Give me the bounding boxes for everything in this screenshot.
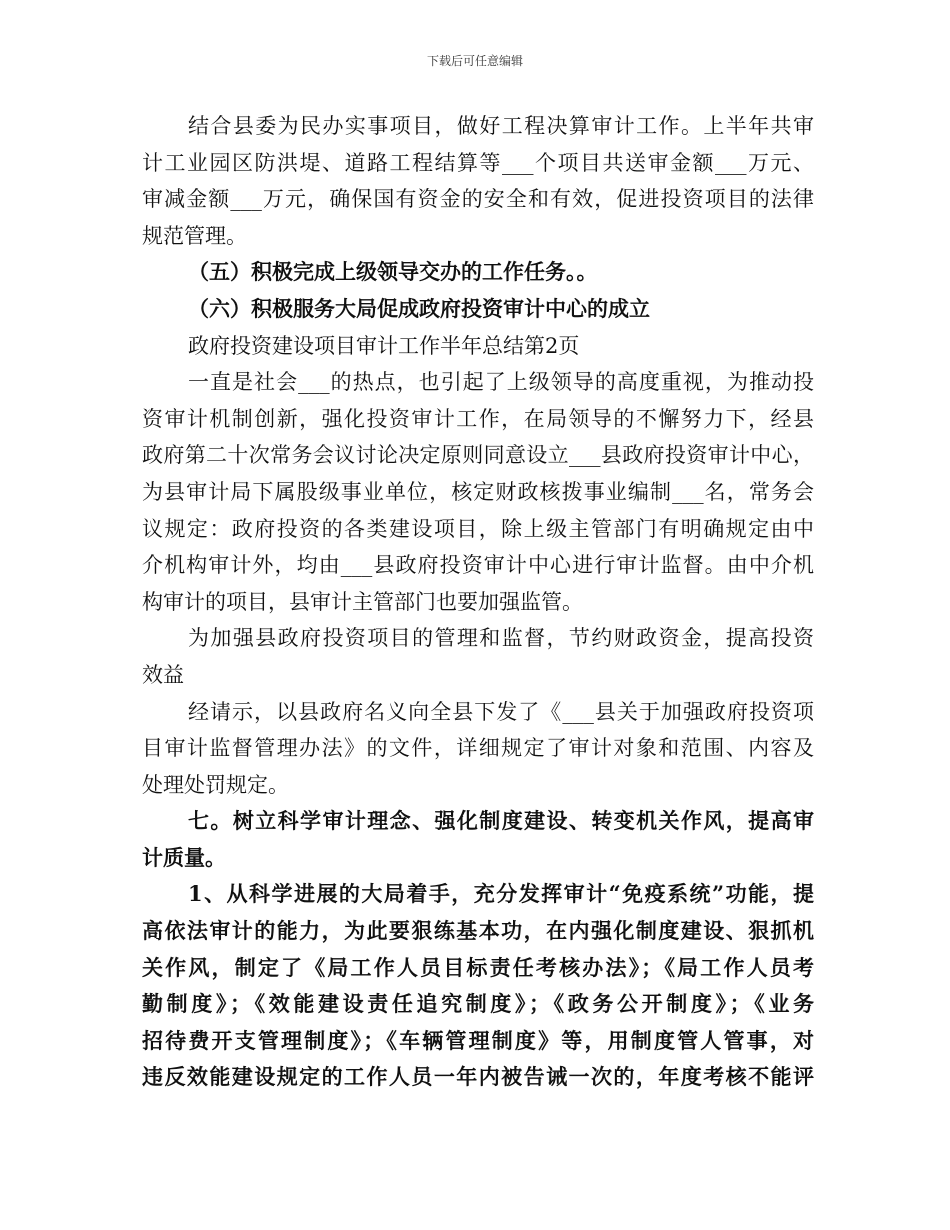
text-line: 七。树立科学审计理念、强化制度建设、转变机关作风，提高审 xyxy=(188,808,814,834)
text-line: 处理处罚规定。 xyxy=(142,772,289,797)
text-line: 关作风，制定了《局工作人员目标责任考核办法》；《局工作人员考 xyxy=(142,954,814,980)
text-line: 构审计的项目，县审计主管部门也要加强监管。 xyxy=(142,589,583,614)
text-line: 目审计监督管理办法》的文件，详细规定了审计对象和范围、内容及 xyxy=(142,736,814,761)
text-line: 为加强县政府投资项目的管理和监督，节约财政资金，提高投资 xyxy=(188,626,814,651)
document-body xyxy=(142,108,814,1096)
text-line: 效益 xyxy=(142,662,184,687)
text-line: 违反效能建设规定的工作人员一年内被告诫一次的，年度考核不能评 xyxy=(142,1064,814,1090)
text-line: 规范管理。 xyxy=(142,223,247,248)
text-line: 1、从科学进展的大局着手，充分发挥审计“免疫系统”功能，提 xyxy=(188,881,814,907)
text-line: 结合县委为民办实事项目，做好工程决算审计工作。上半年共审 xyxy=(188,114,814,138)
text-line: 勤制度》；《效能建设责任追究制度》；《政务公开制度》；《业务 xyxy=(142,991,814,1017)
text-line: 政府第二十次常务会议讨论决定原则同意设立___县政府投资审计中心， xyxy=(142,443,814,468)
text-line: 审减金额___万元，确保国有资金的安全和有效，促进投资项目的法律 xyxy=(142,187,814,212)
text-line: 计质量。 xyxy=(142,844,226,870)
text-line: 一直是社会___的热点，也引起了上级领导的高度重视，为推动投 xyxy=(188,370,814,395)
text-line: 介机构审计外，均由___县政府投资审计中心进行审计监督。由中介机 xyxy=(142,553,814,578)
text-line: 议规定：政府投资的各类建设项目，除上级主管部门有明确规定由中 xyxy=(142,516,814,541)
text-line: （五）积极完成上级领导交办的工作任务。。 xyxy=(188,259,598,285)
text-line: 高依法审计的能力，为此要狠练基本功，在内强化制度建设、狠抓机 xyxy=(142,918,814,944)
page-header: 下载后可任意编辑 xyxy=(426,54,523,68)
text-line: （六）积极服务大局促成政府投资审计中心的成立 xyxy=(188,295,650,321)
text-line: 计工业园区防洪堤、道路工程结算等___个项目共送审金额___万元、 xyxy=(142,150,814,175)
text-line: 政府投资建设项目审计工作半年总结第2页 xyxy=(188,333,580,358)
text-line: 为县审计局下属股级事业单位，核定财政核拨事业编制___名，常务会 xyxy=(142,479,814,504)
text-line: 资审计机制创新，强化投资审计工作，在局领导的不懈努力下，经县 xyxy=(142,406,814,431)
text-line: 经请示，以县政府名义向全县下发了《___县关于加强政府投资项 xyxy=(188,699,814,724)
text-line: 招待费开支管理制度》；《车辆管理制度》等，用制度管人管事，对 xyxy=(142,1027,814,1053)
